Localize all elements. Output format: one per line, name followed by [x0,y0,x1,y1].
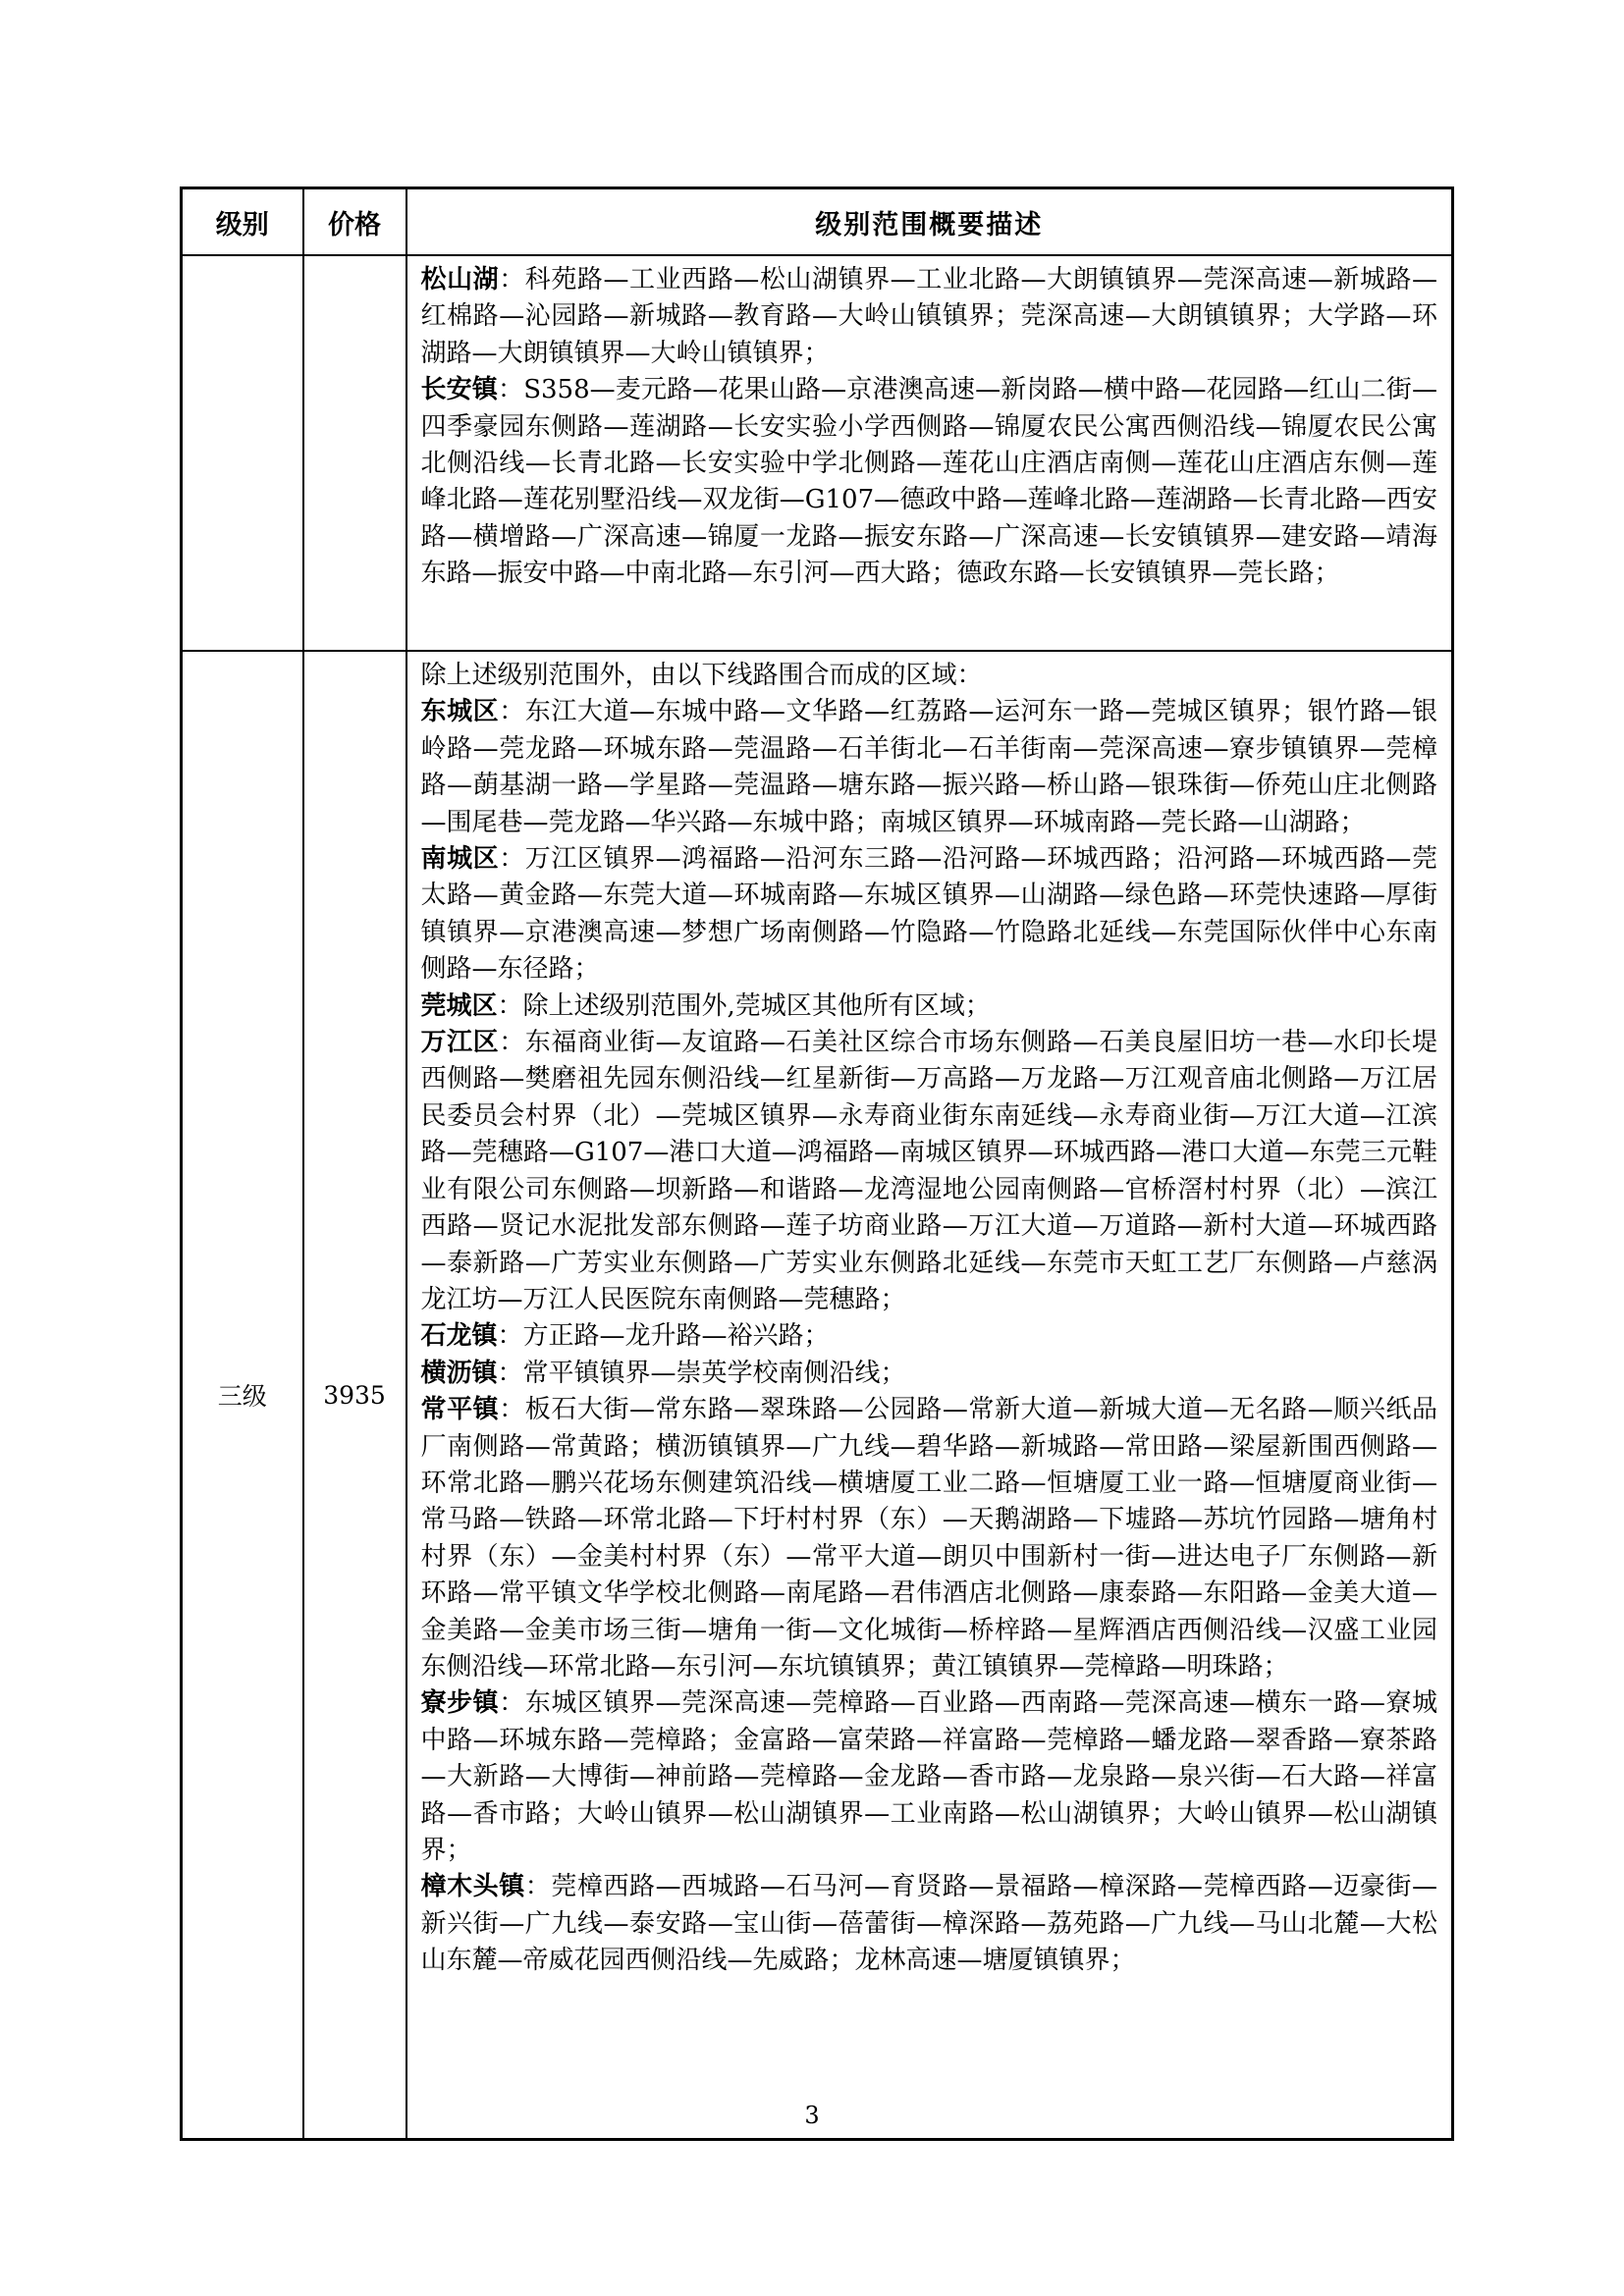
district-separator: ： [499,844,525,875]
district-paragraph [421,1392,1438,1685]
district-separator: ： [497,990,523,1021]
district-paragraph [421,694,1438,841]
district-paragraph [421,262,1438,372]
district-separator: ： [499,697,525,727]
district-separator: ： [499,1688,525,1719]
district-name: 寮步镇 [420,1688,500,1719]
table-row [182,651,1453,2140]
header-price: 价格 [303,188,406,256]
description-cell [406,255,1453,651]
district-boundary-text: 莞樟西路—西城路—石马河—育贤路—景福路—樟深路—莞樟西路—迈豪街—新兴街—广九线—泰安路—宝山街—蓓蕾街—樟深路—荔苑路—广九线—马山北麓—大松山东麓—帝威花园西侧沿线—先威路；龙林高速—塘厦镇镇界； [420,1872,1437,1976]
district-boundary-text: 除上述级别范围外，由以下线路围合而成的区域： [420,661,983,690]
district-paragraph [421,1318,1438,1355]
description-cell [406,651,1453,2140]
price-level-table [180,187,1454,2141]
district-separator: ： [524,1872,552,1902]
district-boundary-text: 万江区镇界—鸿福路—沿河东三路—沿河路—环城西路；沿河路—环城西路—莞太路—黄金路—东莞大道—环城南路—东城区镇界—山湖路—绿色路—环莞快速路—厚街镇镇界—京港澳高速—梦想广场南侧路—竹隐路—竹隐路北延线—东莞国际伙伴中心东南侧路—东径路； [420,844,1437,985]
district-name: 莞城区 [420,990,498,1021]
district-name: 横沥镇 [420,1358,498,1388]
district-name: 万江区 [420,1028,500,1058]
district-boundary-text: 板石大街—常东路—翠珠路—公园路—常新大道—新城大道—无名路—顺兴纸品厂南侧路—常黄路；横沥镇镇界—广九线—碧华路—新城路—常田路—梁屋新围西侧路—环常北路—鹏兴花场东侧建筑沿线—横塘厦工业二路—恒塘厦工业一路—恒塘厦商业街—常马路—铁路—环常北路—下圩村村界（东）—天鹅湖路—下墟路—苏坑竹园路—塘角村村界（东）—金美村村界（东）—常平大道—朗贝中围新村一街—进达电子厂东侧路—新环路—常平镇文华学校北侧路—南尾路—君伟酒店北侧路—康泰路—东阳路—金美大道—金美路—金美市场三街—塘角一街—文化城街—桥梓路—星辉酒店西侧沿线—汉盛工业园东侧沿线—环常北路—东引河—东坑镇镇界；黄江镇镇界—莞樟路—明珠路； [420,1395,1437,1682]
level-cell: 三级 [182,651,303,2140]
district-separator: ： [499,1028,525,1058]
district-boundary-text: S358—麦元路—花果山路—京港澳高速—新岗路—横中路—花园路—红山二街—四季豪园东侧路—莲湖路—长安实验小学西侧路—锦厦农民公寓西侧沿线—锦厦农民公寓北侧沿线—长青北路—长安实验中学北侧路—莲花山庄酒店南侧—莲花山庄酒店东侧—莲峰北路—莲花别墅沿线—双龙街—G107—德政中路—莲峰北路—莲湖路—长青北路—西安路—横增路—广深高速—锦厦一龙路—振安东路—广深高速—长安镇镇界—建安路—靖海东路—振安中路—中南北路—东引河—西大路；德政东路—长安镇镇界—莞长路； [420,375,1437,589]
district-paragraph [421,841,1438,988]
district-name: 樟木头镇 [420,1872,525,1902]
district-boundary-text: 东江大道—东城中路—文华路—红荔路—运河东一路—莞城区镇界；银竹路—银岭路—莞龙路—环城东路—莞温路—石羊街北—石羊街南—莞深高速—寮步镇镇界—莞樟路—蓢基湖一路—学星路—莞温路—塘东路—振兴路—桥山路—银珠街—侨苑山庄北侧路—围尾巷—莞龙路—华兴路—东城中路；南城区镇界—环城南路—莞长路—山湖路； [420,697,1437,837]
district-separator: ： [499,265,525,294]
district-paragraph [421,1025,1438,1318]
district-boundary-text: 常平镇镇界—崇英学校南侧沿线； [522,1358,906,1388]
district-paragraph [421,988,1438,1025]
district-separator: ： [499,1395,525,1425]
header-level: 级别 [182,188,303,256]
district-separator: ： [497,1321,523,1352]
district-name: 松山湖 [420,265,500,294]
district-boundary-text: 东城区镇界—莞深高速—莞樟路—百业路—西南路—莞深高速—横东一路—寮城中路—环城东路—莞樟路；金富路—富荣路—祥富路—莞樟路—蟠龙路—翠香路—寮茶路—大新路—大博街—神前路—莞樟路—金龙路—香市路—龙泉路—泉兴街—石大路—祥富路—香市路；大岭山镇界—松山湖镇界—工业南路—松山湖镇界；大岭山镇界—松山湖镇界； [420,1688,1437,1865]
district-paragraph [421,1869,1438,1979]
price-cell [303,255,406,651]
district-name: 石龙镇 [420,1321,498,1352]
price-cell: 3935 [303,651,406,2140]
district-boundary-text: 除上述级别范围外,莞城区其他所有区域； [522,990,991,1021]
district-separator: ： [498,375,524,405]
district-paragraph [421,658,1438,694]
district-name: 长安镇 [420,375,499,405]
page-number: 3 [804,2102,820,2129]
district-name: 常平镇 [420,1395,500,1425]
district-separator: ： [497,1358,523,1388]
district-name: 东城区 [420,697,500,727]
district-name: 南城区 [420,844,500,875]
district-paragraph [421,1685,1438,1869]
header-description: 级别范围概要描述 [406,188,1453,256]
district-boundary-text: 东福商业街—友谊路—石美社区综合市场东侧路—石美良屋旧坊一巷—水印长堤西侧路—樊磨祖先园东侧沿线—红星新街—万高路—万龙路—万江观音庙北侧路—万江居民委员会村界（北）—莞城区镇界—永寿商业街东南延线—永寿商业街—万江大道—江滨路—莞穗路—G107—港口大道—鸿福路—南城区镇界—环城西路—港口大道—东莞三元鞋业有限公司东侧路—坝新路—和谐路—龙湾湿地公园南侧路—官桥滘村村界（北）—滨江西路—贤记水泥批发部东侧路—莲子坊商业路—万江大道—万道路—新村大道—环城西路—泰新路—广芳实业东侧路—广芳实业东侧路北延线—东莞市天虹工艺厂东侧路—卢慈涡龙江坊—万江人民医院东南侧路—莞穗路； [420,1028,1437,1314]
district-paragraph [421,1356,1438,1392]
level-cell [182,255,303,651]
table-header-row [182,188,1453,256]
district-paragraph [421,372,1438,592]
district-boundary-text: 方正路—龙升路—裕兴路； [522,1321,830,1352]
district-boundary-text: 科苑路—工业西路—松山湖镇界—工业北路—大朗镇镇界—莞深高速—新城路—红棉路—沁园路—新城路—教育路—大岭山镇镇界；莞深高速—大朗镇镇界；大学路—环湖路—大朗镇镇界—大岭山镇镇界； [420,265,1437,368]
table-row [182,255,1453,651]
